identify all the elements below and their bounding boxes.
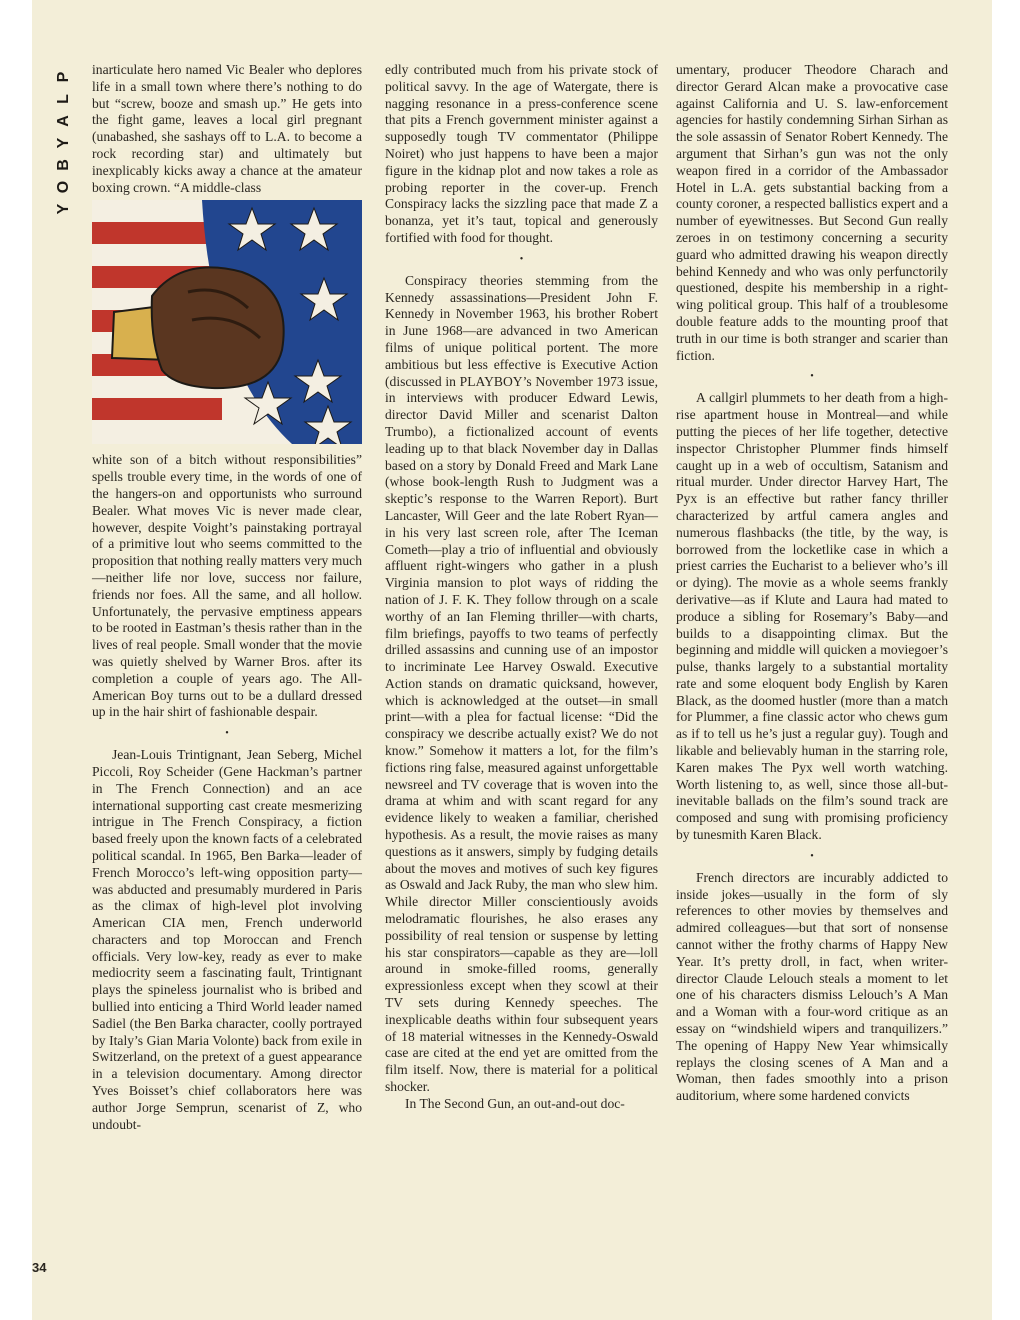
section-bullet: • [519,253,524,265]
playboy-masthead [52,66,76,220]
masthead-letter: A [55,115,72,127]
paragraph: In The Second Gun, an out-and-out doc- [405,1095,625,1111]
magazine-page [32,0,992,1320]
paragraph: French directors are incurably addicted to inside jokes—usually in the form of sly references to other movies by themselves and admired colleagues—but that sort of nonsense cannot wither the frothy charms of Happy New Year. It’s pretty droll, in fact, when writer-director Claude Lelouch steals a moment to let one of his characters dismiss Lelouch’s A Man and a Woman with a four-word critique as an essay on “windshield wipers and tranquilizers.” The opening of Happy New Year whimsically replays the closing scenes of A Man and a Woman, then fades smoothly into a prison auditorium, where some hardened convicts [676,869,948,1104]
paragraph: white son of a bitch without responsibilities” spells trouble every time, in the words of one of the hangers-on and opportunists who surround Bealer. What moves Vic is never made clear, however, despite Voight’s painstaking portrayal of a primitive lout who seems committed to the proposition that nothing really matters very much—neither life nor love, success nor failure, friends nor foes. All the same, and all hollow. Unfortunately, the pervasive emptiness appears to be rooted in Eastman’s thesis rather than in the lives of real people. Small wonder that the movie was quietly shelved by Warner Bros. after its completion a couple of years ago. The All-American Boy turns out to be a dullard dressed up in the hair shirt of fashionable despair. [92,452,362,720]
column-3 [676,62,948,1105]
section-bullet: • [810,371,814,383]
paragraph: inarticulate hero named Vic Bealer who deplores life in a small town where there’s nothing to do but “screw, booze and smash up.” He gets into the fight game, leaves a local girl pregnant (unabashed, she sashays off to L.A. to become a rock recording star) and ultimately but inexplicably kicks away a chance at the amateur boxing crown. “A middle-class [92,62,362,195]
masthead-letter: O [55,180,72,194]
paragraph: Conspiracy theories stemming from the Kennedy assassinations—President John F. Kennedy in November 1963, his brother Robert in June 1968—are advanced in two American films of unique political portent. The more ambitious but less effective is Executive Action (discussed in PLAYBOY’s November 1973 issue, in interviews with producer Edward Lewis, director David Miller and scenarist Dalton Trumbo), a fictionalized account of events leading up to that black November day in Dallas based on a story by Donald Freed and Mark Lane (whose book-length Rush to Judgment was a skeptic’s response to the Warren Report). Burt Lancaster, Will Geer and the late Robert Ryan—in his very last screen role, after The Iceman Cometh—play a trio of influential and obviously affluent right-wingers who gather in a plush Virginia mansion to plot ways of ridding the nation of J. F. K. They follow through on a scale worthy of an Ian Fleming thriller—with charts, film briefings, payoffs to two teams of perfectly drilled assassins and cunning use of an impostor to incriminate Lee Harvey Oswald. Executive Action stands on dramatic quicksand, however, which is acknowledged at the outset—in small print—with a plea for factual license: “Did the conspiracy we describe actually exist? We do not know.” Somehow it matters a lot, for the film’s fictions ring false, measured against unforgettable newsreel and TV coverage that is woven into the drama at whim and with scant regard for any evidence likely to weaken a familiar, cherished hypothesis. As a result, the movie raises as many questions as it answers, simply by fudging details about the moves and motives of such key figures as Oswald and Jack Ruby, the man who slew him. While director Miller conscientiously avoids melodramatic flourishes, he also erases any possibility of real tension or suspense by letting his star conspirators—capable as they are—loll around in smoke-filled rooms, generally expressionless except when they scowl at their TV sets during Kennedy speeches. The inexplicable deaths within four subsequent years of 18 material witnesses in the Kennedy-Oswald case are cited at the end yet are omitted from the film itself. Now, there is material for a political shocker. [385,272,658,1095]
column-1 [92,62,362,1133]
column-2 [385,62,658,1113]
flag-boxing-glove-illustration [92,200,362,444]
masthead-letter: Y [55,137,72,149]
paragraph: Jean-Louis Trintignant, Jean Seberg, Michel Piccoli, Roy Scheider (Gene Hackman’s partner in The French Connection) and an ace international supporting cast create mesmerizing intrigue in The French Conspiracy, a fiction based freely upon the known facts of a celebrated political scandal. In 1965, Ben Barka—leader of French Morocco’s left-wing opposition party—was abducted and presumably murdered in Paris as the climax of high-level plot involving American CIA men, French underworld characters and top Moroccan and French officials. Very low-key, ready as ever to make mediocrity seem a fascinating fault, Trintignant plays the spineless journalist who is bribed and bullied into enticing a Third World leader named Sadiel (the Ben Barka character, coolly portrayed by Italy’s Gian Maria Volonte) back from exile in Switzerland, on the pretext of a guest appearance in a television documentary. Among director Yves Boisset’s chief collaborators here was author Jorge Semprun, scenarist of Z, who undoubt- [92,747,362,1132]
masthead-letter: Y [55,203,72,215]
masthead-letter: P [55,71,72,83]
masthead-letter: B [55,159,72,171]
section-bullet: • [810,850,814,862]
section-bullet: • [225,728,229,740]
page-number: 34 [32,1260,47,1275]
masthead-letter: L [55,94,72,104]
paragraph: umentary, producer Theodore Charach and director Gerard Alcan make a provocative case against California and U. S. law-enforcement agencies for hastily condemning Sirhan Sirhan as the sole assassin of Senator Robert Kennedy. The argument that Sirhan’s gun was not the only weapon fired in a corridor of the Ambassador Hotel in L.A. gets substantial backing from a county coroner, a respected ballistics expert and a number of eyewitnesses. But Second Gun really zeroes in on testimony concerning a security guard who admitted drawing his weapon directly behind Kennedy and who was only perfunctorily questioned, despite his membership in a right-wing political group. This half of a troublesome double feature adds to the mounting proof that truth in our time is both stranger and scarier than fiction. [676,62,948,363]
paragraph: A callgirl plummets to her death from a high-rise apartment house in Montreal—and while putting the pieces of her life together, detective inspector Christopher Plummer finds himself caught up in a web of occultism, Satanism and ritual murder. Under director Harvey Hart, The Pyx is an effective but rather fancy thriller characterized by artful camera angles and numerous flashbacks (the title, by the way, is borrowed from the locketlike case in which a priest carries the Eucharist to a believer who’s ill or dying). The movie as a whole seems frankly derivative—as if Klute and Laura had mated to produce a sibling for Rosemary’s Baby—and builds to a disappointing climax. But the beginning and middle will quicken a moviegoer’s pulse, thanks largely to a substantial mortality rate and some eloquent body English by Karen Black, as the doomed hustler (more than a match for Plummer, a fine classic actor who chews gum as if to tell us he’s just a regular guy). Tough and likable and believably human in the starring role, Karen makes The Pyx well worth watching. Worth listening to, as well, since those all-but-inevitable ballads on the film’s sound track are composed and sung with promising proficiency by tunesmith Karen Black. [676,390,948,843]
paragraph: edly contributed much from his private stock of political savvy. In the age of Watergate, there is nagging resonance in a press-conference scene that pits a French government minister against a supposedly tough TV commentator (Philippe Noiret) who just happens to have been a major figure in the kidnap plot and now takes a role as probing reporter in the cover-up. French Conspiracy lacks the sizzling pace that made Z a bonanza, yet it’s taut, topical and generously fortified with food for thought. [385,62,658,245]
